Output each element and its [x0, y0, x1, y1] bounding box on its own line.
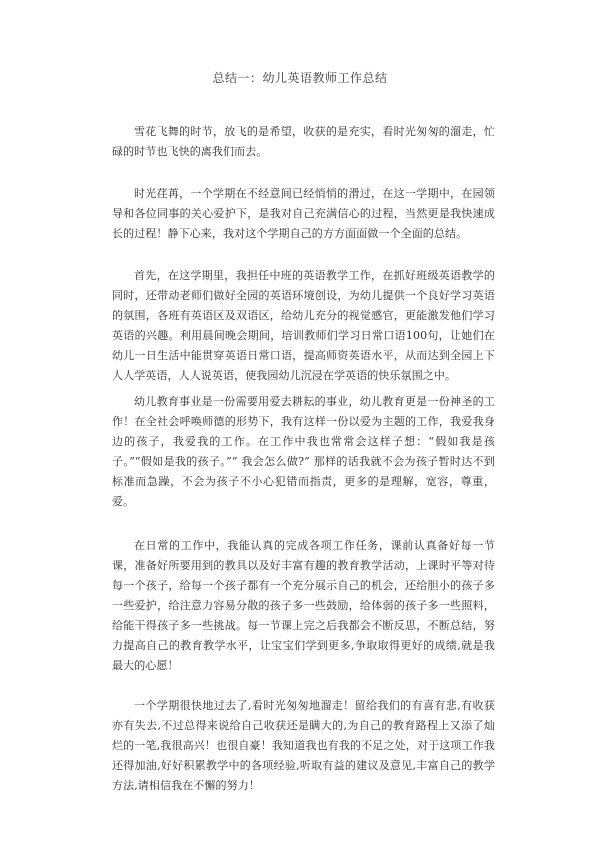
paragraph-3: 首先，在这学期里，我担任中班的英语教学工作，在抓好班级英语教学的同时，还带动老师们做好全园的英语环境创设，为幼儿提供一个良好学习英语的氛围，各班有英语区及双语区，给幼儿充分的视觉感官，更能激发他们学习英语的兴趣。利用晨间晚会期间，培训教师们学习日常口语100句，让她们在幼儿一日生活中能贯穿英语日常口语，提高师资英语水平，从而达到全园上下人人学英语，人人说英语，使我园幼儿沉浸在学英语的快乐氛围之中。 — [112, 269, 495, 382]
paragraph-6: 一个学期很快地过去了,看时光匆匆地溜走！留给我们的有喜有悲,有收获亦有失去,不过总得来说给自己收获还是瞒大的,为自己的教育路程上又添了灿烂的一笔,我很高兴！也很自豪！我知道我也有我的不足之处，对于这项工作我还得加油,好好积累教学中的各项经验,听取有益的建议及意见,丰富自己的教学方法,请相信我在不懈的努力！ — [112, 699, 495, 792]
document-body — [112, 122, 495, 796]
paragraph-4: 幼儿教育事业是一份需要用爱去耕耘的事业，幼儿教育更是一份神圣的工作！在全社会呼唤师德的形势下，我有这样一份以爱为主题的工作，我爱我身边的孩子，我爱我的工作。在工作中我也常常会这样子想：“假如我是孩子。”“假如是我的孩子。”” 我会怎么做?” 那样的话我就不会为孩子暂时达不到标准而急躁，不会为孩子不小心犯错而指责，更多的是理解，宽容，尊重，爱。 — [112, 395, 495, 508]
paragraph-1: 雪花飞舞的时节，放飞的是希望，收获的是充实，看时光匆匆的溜走，忙碌的时节也飞快的离我们而去。 — [112, 125, 495, 158]
document-title: 总结一：幼儿英语教师工作总结 — [212, 71, 388, 85]
paragraph-2: 时光荏苒，一个学期在不经意间已经悄悄的滑过，在这一学期中，在园领导和各位同事的关心爱护下，是我对自己充满信心的过程，当然更是我快速成长的过程！静下心来，我对这个学期自己的方方面面做一个全面的总结。 — [112, 187, 495, 240]
paragraph-5: 在日常的工作中，我能认真的完成各项工作任务，课前认真备好每一节课，准备好所要用到的教具以及好丰富有趣的教育教学活动，上课时平等对待每一个孩子，给每一个孩子都有一个充分展示自己的机会，还给胆小的孩子多一些爱护，给注意力容易分散的孩子多一些鼓励，给体弱的孩子多一些照料，给能干得孩子多一些挑战。每一节课上完之后我都会不断反思，不断总结，努力提高自己的教育教学水平，让宝宝们学到更多,争取取得更好的成绩,就是我最大的心愿！ — [112, 539, 495, 672]
